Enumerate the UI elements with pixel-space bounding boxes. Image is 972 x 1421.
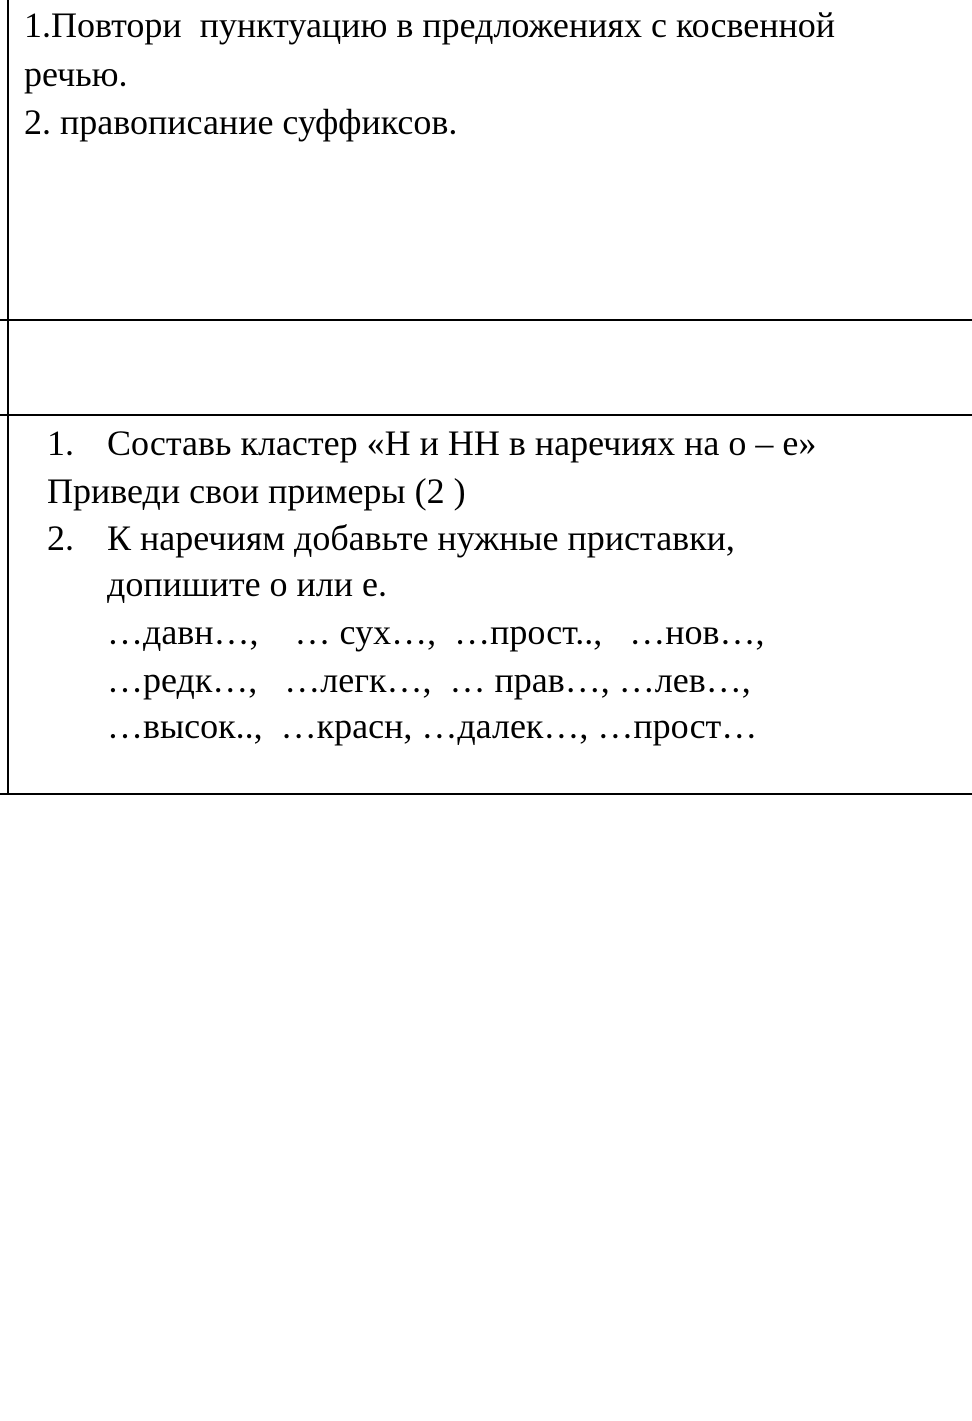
list-number: 1. — [47, 423, 74, 463]
list-item-text: К наречиям добавьте нужные приставки, — [107, 518, 735, 558]
exercise-words-line: …высок.., …красн, …далек…, …прост… — [107, 706, 758, 746]
list-number: 2. — [47, 518, 74, 558]
row-divider-2 — [7, 414, 972, 416]
task-line: 2. правописание суффиксов. — [24, 102, 458, 142]
list-item-continuation: допишите о или е. — [107, 564, 388, 604]
task-line: 1.Повтори пунктуацию в предложениях с косвенной — [24, 5, 836, 45]
table-bottom-border — [7, 793, 972, 795]
exercise-words-line: …редк…, …легк…, … прав…, …лев…, — [107, 660, 751, 700]
row-divider-1 — [7, 319, 972, 321]
task-line: речью. — [24, 54, 128, 94]
list-item-continuation: Приведи свои примеры (2 ) — [47, 471, 466, 511]
exercise-words-line: …давн…, … сух…, …прост.., …нов…, — [107, 612, 765, 652]
list-item-text: Составь кластер «Н и НН в наречиях на о – е» — [107, 423, 817, 463]
